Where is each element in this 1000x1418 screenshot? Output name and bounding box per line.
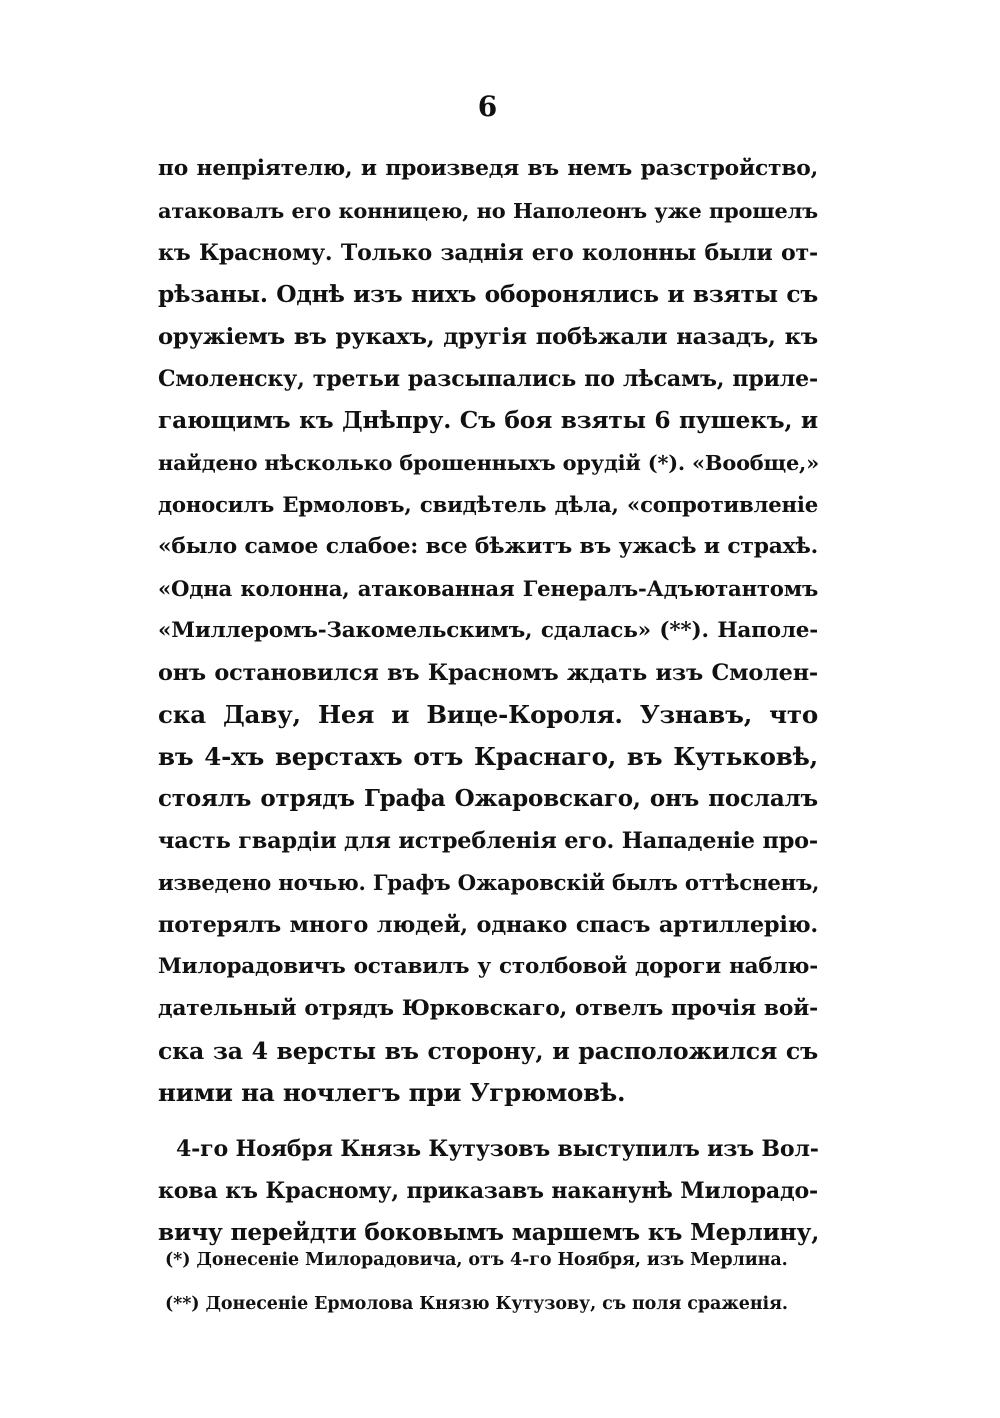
text-line: потерялъ много людей, однако спасъ артиллерію. — [158, 912, 818, 938]
text-line: доносилъ Ермоловъ, свидѣтель дѣла, «сопротивленіе — [158, 492, 818, 517]
text-line: найдено нѣсколько брошенныхъ орудій (*). «Вообще,» — [158, 450, 819, 475]
text-line: «Миллеромъ-Закомельскимъ, сдалась» (**). Наполе- — [158, 618, 818, 643]
text-line: ними на ночлегъ при Угрюмовѣ. — [158, 1078, 626, 1107]
text-line: въ 4-хъ верстахъ отъ Краснаго, въ Кутьковѣ, — [158, 742, 818, 771]
paragraph-gap — [158, 1114, 818, 1128]
text-line: «было самое слабое: все бѣжитъ въ ужасѣ и страхѣ. — [158, 534, 818, 559]
text-line: гающимъ къ Днѣпру. Съ боя взяты 6 пушекъ, и — [158, 407, 818, 434]
text-line: «Одна колонна, атакованная Генералъ-Адъютантомъ — [158, 576, 818, 601]
text-line: стоялъ отрядъ Графа Ожаровскаго, онъ послалъ — [158, 785, 818, 812]
text-line: оружіемъ въ рукахъ, другія побѣжали назадъ, къ — [158, 324, 818, 350]
text-line: рѣзаны. Однѣ изъ нихъ оборонялись и взяты съ — [158, 281, 818, 308]
text-line: онъ остановился въ Красномъ ждать изъ Смолен- — [158, 660, 818, 686]
text-line: вичу перейдти боковымъ маршемъ къ Мерлину, — [158, 1219, 820, 1246]
text-line: часть гвардіи для истребленія его. Нападеніе про- — [158, 828, 818, 854]
page-number: 6 — [477, 90, 498, 123]
text-line: Милорадовичъ оставилъ у столбовой дороги наблю- — [158, 954, 818, 979]
footnotes — [165, 1238, 805, 1326]
text-line: Смоленску, третьи разсыпались по лѣсамъ, приле- — [158, 366, 818, 392]
footnote-1: (*) Донесеніе Милорадовича, отъ 4-го Ноября, изъ Мерлина. — [165, 1250, 788, 1270]
text-line: ска Даву, Нея и Вице-Короля. Узнавъ, что — [158, 700, 818, 729]
text-line: изведено ночью. Графъ Ожаровскій былъ оттѣсненъ, — [158, 870, 820, 895]
text-line: кова къ Красному, приказавъ наканунѣ Милорадо- — [158, 1178, 818, 1204]
text-line: по непріятелю, и произведя въ немъ разстройство, — [158, 156, 818, 181]
text-line: къ Красному. Только заднія его колонны были от- — [158, 240, 818, 266]
text-line: дательный отрядъ Юрковскаго, отвелъ прочія вой- — [158, 996, 818, 1021]
text-line: 4-го Ноября Князь Кутузовъ выступилъ изъ Вол- — [176, 1136, 819, 1162]
text-line: ска за 4 версты въ сторону, и расположился съ — [158, 1037, 818, 1065]
body-text — [158, 148, 818, 1254]
footnote-2: (**) Донесеніе Ермолова Князю Кутузову, съ поля сраженія. — [165, 1294, 788, 1314]
text-line: атаковалъ его конницею, но Наполеонъ уже прошелъ — [158, 198, 818, 223]
